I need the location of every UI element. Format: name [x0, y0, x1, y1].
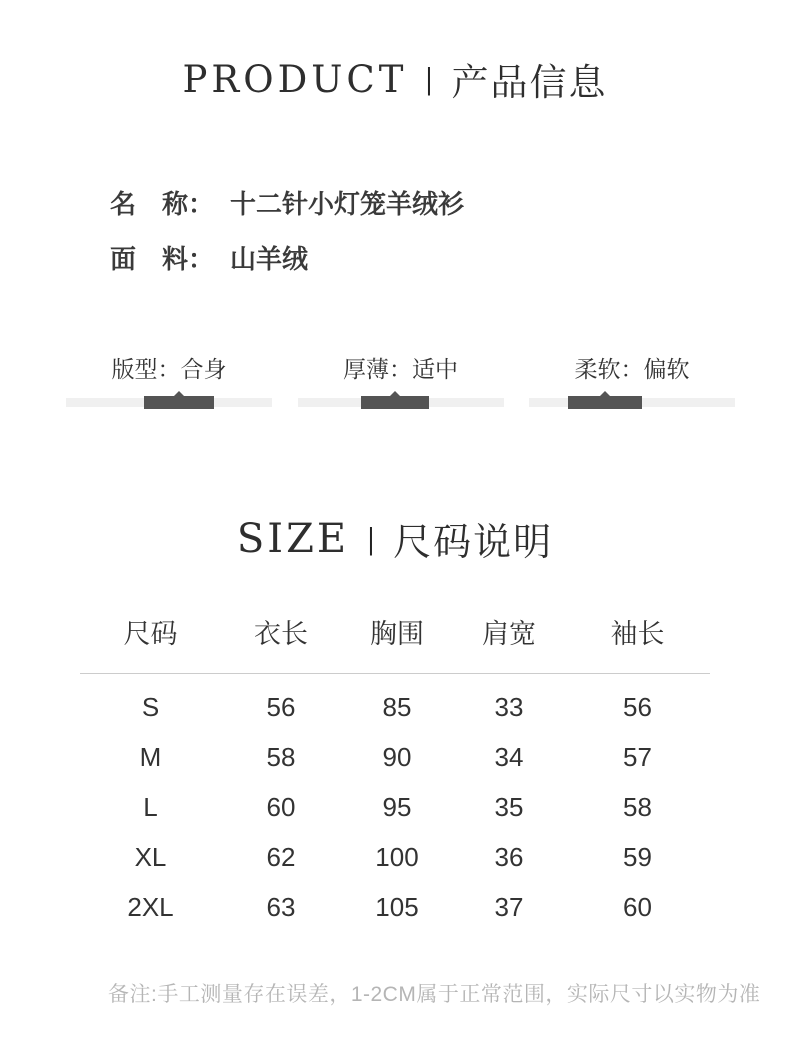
slider-fit-track [66, 398, 272, 407]
size-table-header [80, 612, 710, 674]
table-cell: 37 [494, 891, 524, 922]
table-cell: 100 [375, 841, 419, 872]
field-fabric-label: 面 料： [110, 244, 215, 274]
column-header: 衣长 [254, 619, 308, 649]
product-title-en: PRODUCT [182, 57, 408, 101]
title-separator-bar: | [367, 520, 375, 556]
table-cell: XL [134, 841, 167, 872]
table-cell: L [143, 791, 158, 822]
field-fabric [110, 245, 790, 273]
table-row [80, 732, 710, 782]
table-cell: 35 [494, 791, 524, 822]
slider-thickness-track [298, 398, 504, 407]
table-cell: 62 [266, 841, 296, 872]
field-name [110, 190, 790, 218]
table-cell: 56 [623, 691, 652, 722]
size-table [80, 612, 710, 932]
slider-fit-label: 版型：合身 [111, 356, 227, 382]
table-cell: 60 [266, 791, 296, 822]
table-cell: 90 [382, 741, 412, 772]
column-header: 袖长 [610, 619, 665, 649]
slider-fill-indicator [361, 396, 429, 409]
table-cell: 36 [494, 841, 524, 872]
slider-softness-track [529, 398, 735, 407]
table-cell: S [141, 691, 160, 722]
field-name-label: 名 称： [110, 189, 215, 219]
table-cell: 59 [623, 841, 652, 872]
size-title-en: SIZE [236, 515, 350, 562]
slider-fill-indicator [568, 396, 642, 409]
title-separator-bar: | [426, 61, 433, 96]
table-cell: 58 [623, 791, 652, 822]
fabric-property-sliders [66, 357, 735, 407]
table-cell: 57 [623, 741, 652, 772]
product-title-cn: 产品信息 [451, 62, 608, 103]
table-cell: 2XL [127, 891, 174, 922]
table-row [80, 882, 710, 932]
table-cell: M [139, 741, 162, 772]
column-header: 肩宽 [482, 619, 536, 649]
slider-thickness-label: 厚薄：适中 [343, 356, 458, 382]
size-section-title [0, 511, 790, 566]
table-row [80, 832, 710, 882]
table-cell: 95 [382, 791, 412, 822]
slider-fill-indicator [144, 396, 214, 409]
table-cell: 56 [266, 691, 296, 722]
column-header: 尺码 [123, 619, 178, 649]
table-row [80, 782, 710, 832]
column-header: 胸围 [370, 619, 424, 649]
table-cell: 85 [382, 691, 412, 722]
table-cell: 34 [494, 741, 524, 772]
table-cell: 58 [266, 741, 296, 772]
size-title-cn: 尺码说明 [393, 522, 554, 564]
size-table-body [80, 682, 710, 932]
slider-fit [66, 357, 272, 407]
slider-thickness [298, 357, 504, 407]
slider-softness [529, 357, 735, 407]
field-name-value: 十二针小灯笼羊绒衫 [230, 189, 465, 219]
slider-softness-label: 柔软：偏软 [574, 356, 690, 382]
product-section-title [0, 52, 790, 106]
table-cell: 105 [375, 891, 419, 922]
measurement-note: 备注:手工测量存在误差，1-2CM属于正常范围，实际尺寸以实物为准 [108, 983, 761, 1006]
product-fields [110, 190, 790, 273]
field-fabric-value: 山羊绒 [230, 244, 309, 274]
table-row [80, 682, 710, 732]
table-cell: 33 [494, 691, 524, 722]
table-cell: 63 [266, 891, 296, 922]
table-cell: 60 [623, 891, 652, 922]
